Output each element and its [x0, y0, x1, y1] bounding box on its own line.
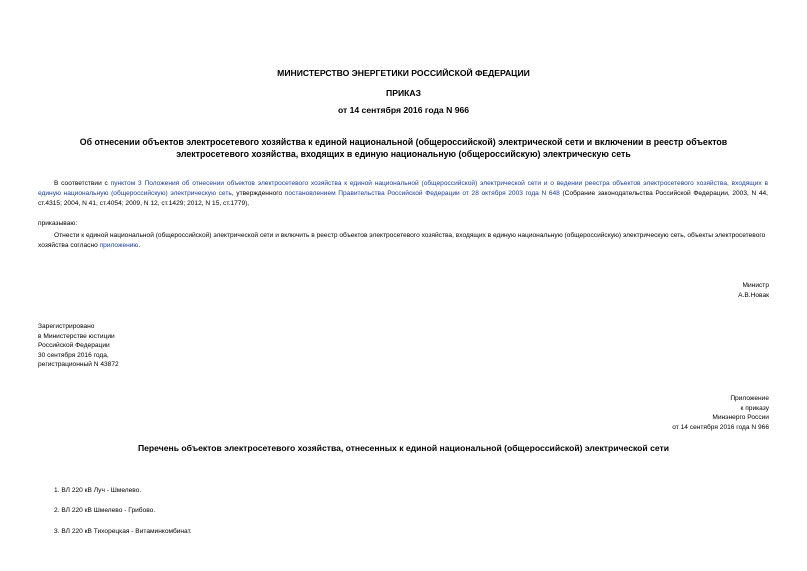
regulation-link[interactable]: пунктом 3 Положения об отнесении объектов электросетевого хозяйства к единой национальной (общероссийской) электрической сети и о ведении реестра объектов электросетевого хозяйства, входящих в единую национальную (общероссийскую) электрическую сеть [38, 180, 768, 198]
registration-line: Зарегистрировано [38, 323, 95, 330]
order-label: ПРИКАЗ [386, 88, 421, 98]
appendix-line: Минэнерго России [712, 414, 769, 422]
list-item: 3. ВЛ 220 кВ Тихорецкая - Витаминкомбинат. [54, 528, 192, 535]
ministry-heading: МИНИСТЕРСТВО ЭНЕРГЕТИКИ РОССИЙСКОЙ ФЕДЕРАЦИИ [277, 68, 530, 78]
order-word: приказываю: [38, 220, 78, 227]
appendix-line: от 14 сентября 2016 года N 966 [672, 423, 769, 431]
decision-text: Отнести к единой национальной (общероссийской) электрической сети и включить в реестр объектов электросетевого хозяйства, входящих в единую национальную (общероссийскую) электрическую сеть, объекты электросетевого хозяйства согласно [38, 232, 766, 250]
list-item: 2. ВЛ 220 кВ Шмелево - Грибово. [54, 507, 156, 514]
signature-name: А.В.Новак [738, 291, 769, 299]
registration-line: регистрационный N 43872 [38, 361, 119, 369]
decision-tail: . [138, 242, 141, 250]
signature-block [738, 281, 769, 300]
list-item: 1. ВЛ 220 кВ Луч - Шмелево. [54, 487, 142, 494]
appendix-link[interactable]: приложению [99, 242, 139, 250]
appendix-line: Приложение [730, 395, 769, 402]
list-title: Перечень объектов электросетевого хозяйства, отнесенных к единой национальной (общероссийской) электрической сети [137, 443, 670, 453]
basis-middle: , утвержденного [231, 190, 285, 198]
registration-line: Российской Федерации [38, 342, 110, 350]
appendix-header [672, 394, 769, 432]
resolution-link[interactable]: постановлением Правительства Российской Федерации от 28 октября 2003 года N 648 [284, 190, 560, 198]
order-date: от 14 сентября 2016 года N 966 [337, 105, 470, 115]
registration-line: в Министерстве юстиции [38, 332, 115, 340]
decision-paragraph [38, 231, 768, 251]
appendix-line: к приказу [740, 404, 769, 412]
signature-position: Министр [742, 282, 769, 289]
order-title: Об отнесении объектов электросетевого хозяйства к единой национальной (общероссийской) электрической сети и включении в реестр объектов электросетевого хозяйства, входящих в единую национальную (общероссийскую) электрическую сеть [79, 137, 728, 159]
registration-block [38, 322, 119, 370]
basis-intro: В соответствии с [54, 180, 111, 187]
registration-line: 30 сентября 2016 года, [38, 351, 109, 359]
basis-paragraph [38, 179, 768, 210]
basis-tail: (Собрание законодательства Российской Федерации, 2003, N 44, ст.4315; 2004, N 41, ст.4054; 2009, N 12, ст.1429; 2012, N 15, ст.1779), [38, 190, 768, 208]
